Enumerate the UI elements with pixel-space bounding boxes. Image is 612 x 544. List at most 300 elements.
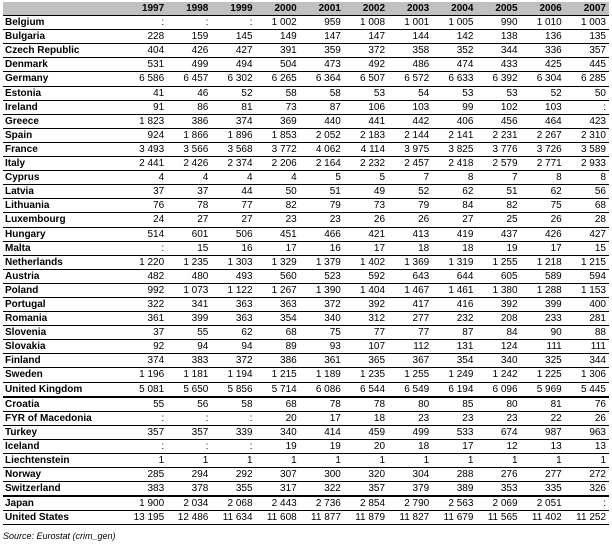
value-cell: 6 285: [565, 72, 609, 86]
value-cell: 84: [432, 199, 476, 213]
value-cell: 354: [432, 354, 476, 368]
country-cell: Hungary: [3, 227, 123, 241]
value-cell: 419: [432, 227, 476, 241]
value-cell: 320: [344, 468, 388, 482]
value-cell: 486: [388, 58, 432, 72]
value-cell: 5 969: [521, 382, 565, 397]
value-cell: 281: [565, 312, 609, 326]
value-cell: 53: [476, 86, 520, 100]
value-cell: :: [123, 439, 167, 453]
value-cell: 92: [123, 340, 167, 354]
value-cell: 340: [300, 312, 344, 326]
value-cell: 445: [565, 58, 609, 72]
year-header: 2001: [300, 2, 344, 16]
value-cell: 87: [432, 326, 476, 340]
value-cell: 433: [476, 58, 520, 72]
value-cell: 1 194: [211, 368, 255, 382]
value-cell: 2 051: [521, 496, 565, 511]
country-cell: Malta: [3, 241, 123, 255]
value-cell: 2 231: [476, 128, 520, 142]
value-cell: 1: [256, 454, 300, 468]
value-cell: 208: [476, 312, 520, 326]
value-cell: 135: [565, 30, 609, 44]
value-cell: 78: [344, 397, 388, 412]
table-row: [3, 128, 609, 142]
table-row: [3, 354, 609, 368]
value-cell: 339: [211, 425, 255, 439]
value-cell: 6 572: [388, 72, 432, 86]
value-cell: 494: [211, 58, 255, 72]
country-cell: Netherlands: [3, 255, 123, 269]
value-cell: 1 249: [432, 368, 476, 382]
value-cell: :: [167, 16, 211, 30]
value-cell: 103: [388, 100, 432, 114]
value-cell: 13: [565, 439, 609, 453]
value-cell: 75: [300, 326, 344, 340]
value-cell: 322: [300, 482, 344, 497]
value-cell: 62: [521, 185, 565, 199]
value-cell: 322: [123, 297, 167, 311]
table-row: [3, 511, 609, 525]
value-cell: 4: [256, 171, 300, 185]
value-cell: 17: [256, 241, 300, 255]
value-cell: 2 426: [167, 157, 211, 171]
value-cell: 107: [344, 340, 388, 354]
value-cell: 17: [432, 439, 476, 453]
value-cell: 54: [388, 86, 432, 100]
country-cell: France: [3, 142, 123, 156]
value-cell: 8: [521, 171, 565, 185]
value-cell: 363: [211, 312, 255, 326]
value-cell: 26: [344, 213, 388, 227]
value-cell: 437: [476, 227, 520, 241]
value-cell: 5: [300, 171, 344, 185]
value-cell: 1 288: [521, 283, 565, 297]
value-cell: 11 608: [256, 511, 300, 525]
table-row: [3, 454, 609, 468]
value-cell: 307: [256, 468, 300, 482]
value-cell: 144: [388, 30, 432, 44]
value-cell: 1 153: [565, 283, 609, 297]
value-cell: 12 486: [167, 511, 211, 525]
value-cell: 277: [388, 312, 432, 326]
value-cell: 294: [167, 468, 211, 482]
value-cell: 990: [476, 16, 520, 30]
value-cell: 20: [256, 411, 300, 425]
value-cell: 77: [388, 326, 432, 340]
value-cell: 6 586: [123, 72, 167, 86]
value-cell: 533: [432, 425, 476, 439]
value-cell: 1 853: [256, 128, 300, 142]
value-cell: 56: [167, 397, 211, 412]
value-cell: 23: [476, 411, 520, 425]
value-cell: 26: [521, 213, 565, 227]
value-cell: 76: [123, 199, 167, 213]
value-cell: 159: [167, 30, 211, 44]
value-cell: 2 418: [432, 157, 476, 171]
value-cell: 124: [476, 340, 520, 354]
value-cell: 344: [476, 44, 520, 58]
value-cell: 228: [123, 30, 167, 44]
value-cell: 78: [300, 397, 344, 412]
value-cell: 22: [521, 411, 565, 425]
value-cell: 1 073: [167, 283, 211, 297]
table-row: [3, 439, 609, 453]
value-cell: 924: [123, 128, 167, 142]
value-cell: 456: [476, 114, 520, 128]
value-cell: 492: [344, 58, 388, 72]
value-cell: 52: [388, 185, 432, 199]
value-cell: 13 195: [123, 511, 167, 525]
value-cell: 1 005: [432, 16, 476, 30]
value-cell: 89: [256, 340, 300, 354]
value-cell: 440: [300, 114, 344, 128]
value-cell: 404: [123, 44, 167, 58]
year-header: 2007: [565, 2, 609, 16]
value-cell: 2 736: [300, 496, 344, 511]
value-cell: 4: [123, 171, 167, 185]
value-cell: 399: [521, 297, 565, 311]
value-cell: 992: [123, 283, 167, 297]
value-cell: 372: [344, 44, 388, 58]
country-cell: Slovenia: [3, 326, 123, 340]
country-cell: Czech Republic: [3, 44, 123, 58]
value-cell: 23: [432, 411, 476, 425]
value-cell: 1 255: [476, 255, 520, 269]
value-cell: 1 404: [344, 283, 388, 297]
value-cell: 355: [211, 482, 255, 497]
value-cell: 361: [300, 354, 344, 368]
value-cell: 79: [300, 199, 344, 213]
value-cell: 1 369: [388, 255, 432, 269]
value-cell: 58: [211, 397, 255, 412]
table-row: [3, 411, 609, 425]
value-cell: 1 329: [256, 255, 300, 269]
year-header: 1999: [211, 2, 255, 16]
country-cell: Denmark: [3, 58, 123, 72]
value-cell: 592: [344, 269, 388, 283]
country-cell: Cyprus: [3, 171, 123, 185]
value-cell: 8: [432, 171, 476, 185]
country-cell: Switzerland: [3, 482, 123, 497]
value-cell: 106: [344, 100, 388, 114]
country-cell: Latvia: [3, 185, 123, 199]
table-row: [3, 213, 609, 227]
value-cell: 7: [476, 171, 520, 185]
country-cell: Lithuania: [3, 199, 123, 213]
value-cell: 464: [521, 114, 565, 128]
value-cell: 344: [565, 354, 609, 368]
table-row: [3, 269, 609, 283]
value-cell: 357: [167, 425, 211, 439]
value-cell: 1 402: [344, 255, 388, 269]
value-cell: 112: [388, 340, 432, 354]
value-cell: 417: [388, 297, 432, 311]
value-cell: 300: [300, 468, 344, 482]
value-cell: 41: [123, 86, 167, 100]
value-cell: 425: [521, 58, 565, 72]
value-cell: 1 215: [565, 255, 609, 269]
value-cell: 605: [476, 269, 520, 283]
value-cell: 493: [211, 269, 255, 283]
value-cell: 1 003: [565, 16, 609, 30]
value-cell: 138: [476, 30, 520, 44]
country-cell: United States: [3, 511, 123, 525]
value-cell: 427: [565, 227, 609, 241]
year-header: 2004: [432, 2, 476, 16]
value-cell: 459: [344, 425, 388, 439]
value-cell: 1: [344, 454, 388, 468]
value-cell: 80: [388, 397, 432, 412]
value-cell: 19: [300, 439, 344, 453]
value-cell: 18: [388, 241, 432, 255]
value-cell: 20: [344, 439, 388, 453]
value-cell: 3 776: [476, 142, 520, 156]
country-cell: Iceland: [3, 439, 123, 453]
value-cell: 5: [344, 171, 388, 185]
value-cell: 473: [300, 58, 344, 72]
value-cell: 3 589: [565, 142, 609, 156]
value-cell: 1: [300, 454, 344, 468]
value-cell: 1 267: [256, 283, 300, 297]
value-cell: 80: [476, 397, 520, 412]
value-cell: 1 122: [211, 283, 255, 297]
value-cell: 18: [432, 241, 476, 255]
value-cell: 406: [432, 114, 476, 128]
value-cell: 340: [476, 354, 520, 368]
table-row: [3, 30, 609, 44]
year-header: 2000: [256, 2, 300, 16]
country-cell: Sweden: [3, 368, 123, 382]
value-cell: :: [211, 16, 255, 30]
value-cell: 391: [256, 44, 300, 58]
year-header: 1998: [167, 2, 211, 16]
value-cell: 111: [565, 340, 609, 354]
value-cell: 87: [300, 100, 344, 114]
value-cell: 2 374: [211, 157, 255, 171]
value-cell: 6 392: [476, 72, 520, 86]
value-cell: 335: [521, 482, 565, 497]
value-cell: 354: [256, 312, 300, 326]
value-cell: 427: [211, 44, 255, 58]
value-cell: 386: [167, 114, 211, 128]
value-cell: 2 579: [476, 157, 520, 171]
value-cell: 392: [476, 297, 520, 311]
value-cell: 68: [565, 199, 609, 213]
value-cell: 2 183: [344, 128, 388, 142]
value-cell: 4 114: [344, 142, 388, 156]
value-cell: 18: [388, 439, 432, 453]
value-cell: 44: [211, 185, 255, 199]
table-row: [3, 72, 609, 86]
value-cell: 91: [123, 100, 167, 114]
value-cell: 326: [565, 482, 609, 497]
value-cell: 1 896: [211, 128, 255, 142]
value-cell: 414: [300, 425, 344, 439]
value-cell: 499: [167, 58, 211, 72]
value-cell: 23: [388, 411, 432, 425]
value-cell: 86: [167, 100, 211, 114]
table-row: [3, 199, 609, 213]
value-cell: 53: [344, 86, 388, 100]
value-cell: 1 225: [521, 368, 565, 382]
value-cell: 136: [521, 30, 565, 44]
value-cell: 11 879: [344, 511, 388, 525]
value-cell: 1 220: [123, 255, 167, 269]
country-cell: Liechtenstein: [3, 454, 123, 468]
value-cell: 82: [476, 199, 520, 213]
value-cell: 383: [167, 354, 211, 368]
value-cell: 594: [565, 269, 609, 283]
value-cell: 357: [565, 44, 609, 58]
country-cell: Portugal: [3, 297, 123, 311]
table-row: [3, 171, 609, 185]
value-cell: 2 443: [256, 496, 300, 511]
value-cell: 499: [388, 425, 432, 439]
value-cell: 389: [432, 482, 476, 497]
value-cell: 1: [388, 454, 432, 468]
value-cell: 506: [211, 227, 255, 241]
value-cell: 423: [565, 114, 609, 128]
value-cell: 51: [300, 185, 344, 199]
value-cell: 55: [167, 326, 211, 340]
value-cell: 363: [256, 297, 300, 311]
value-cell: 37: [123, 185, 167, 199]
value-cell: 2 052: [300, 128, 344, 142]
value-cell: 25: [476, 213, 520, 227]
country-cell: Spain: [3, 128, 123, 142]
value-cell: :: [123, 16, 167, 30]
value-cell: 19: [256, 439, 300, 453]
country-cell: Belgium: [3, 16, 123, 30]
value-cell: 26: [565, 411, 609, 425]
value-cell: 79: [388, 199, 432, 213]
value-cell: 56: [565, 185, 609, 199]
value-cell: 11 679: [432, 511, 476, 525]
value-cell: 3 493: [123, 142, 167, 156]
value-cell: 103: [521, 100, 565, 114]
value-cell: 352: [432, 44, 476, 58]
value-cell: 426: [521, 227, 565, 241]
value-cell: 413: [388, 227, 432, 241]
value-cell: 6 302: [211, 72, 255, 86]
value-cell: 16: [211, 241, 255, 255]
value-cell: 367: [388, 354, 432, 368]
value-cell: 392: [344, 297, 388, 311]
value-cell: 1 235: [344, 368, 388, 382]
table-body: [3, 16, 609, 525]
table-row: [3, 283, 609, 297]
value-cell: 68: [256, 397, 300, 412]
value-cell: 26: [388, 213, 432, 227]
country-cell: FYR of Macedonia: [3, 411, 123, 425]
value-cell: 11 252: [565, 511, 609, 525]
value-cell: 11 877: [300, 511, 344, 525]
value-cell: 442: [388, 114, 432, 128]
table-row: [3, 382, 609, 397]
value-cell: :: [565, 100, 609, 114]
value-cell: 2 034: [167, 496, 211, 511]
table-row: [3, 157, 609, 171]
value-cell: 2 141: [432, 128, 476, 142]
value-cell: 1 235: [167, 255, 211, 269]
value-cell: 51: [476, 185, 520, 199]
value-cell: 341: [167, 297, 211, 311]
value-cell: 2 144: [388, 128, 432, 142]
value-cell: 49: [344, 185, 388, 199]
country-cell: Luxembourg: [3, 213, 123, 227]
value-cell: 68: [256, 326, 300, 340]
value-cell: 28: [565, 213, 609, 227]
value-cell: 6 265: [256, 72, 300, 86]
value-cell: 82: [256, 199, 300, 213]
value-cell: 379: [388, 482, 432, 497]
value-cell: 601: [167, 227, 211, 241]
value-cell: 99: [432, 100, 476, 114]
value-cell: 523: [300, 269, 344, 283]
value-cell: 131: [432, 340, 476, 354]
value-cell: 277: [521, 468, 565, 482]
value-cell: 5 856: [211, 382, 255, 397]
value-cell: 272: [565, 468, 609, 482]
value-cell: 58: [300, 86, 344, 100]
table-row: [3, 241, 609, 255]
value-cell: 1 008: [344, 16, 388, 30]
value-cell: 1: [211, 454, 255, 468]
value-cell: 1 319: [432, 255, 476, 269]
value-cell: 466: [300, 227, 344, 241]
value-cell: 15: [565, 241, 609, 255]
value-cell: 27: [211, 213, 255, 227]
table-row: [3, 58, 609, 72]
value-cell: 84: [476, 326, 520, 340]
value-cell: 149: [256, 30, 300, 44]
value-cell: 1 380: [476, 283, 520, 297]
value-cell: 2 563: [432, 496, 476, 511]
value-cell: 1 379: [300, 255, 344, 269]
value-cell: 416: [432, 297, 476, 311]
country-cell: Croatia: [3, 397, 123, 412]
country-cell: Bulgaria: [3, 30, 123, 44]
value-cell: 560: [256, 269, 300, 283]
country-cell: Japan: [3, 496, 123, 511]
country-cell: Italy: [3, 157, 123, 171]
value-cell: 78: [167, 199, 211, 213]
value-cell: 357: [123, 425, 167, 439]
value-cell: 386: [256, 354, 300, 368]
value-cell: 52: [211, 86, 255, 100]
value-cell: 73: [256, 100, 300, 114]
value-cell: 3 726: [521, 142, 565, 156]
table-row: [3, 496, 609, 511]
value-cell: 1: [521, 454, 565, 468]
value-cell: 504: [256, 58, 300, 72]
value-cell: 85: [432, 397, 476, 412]
value-cell: 1: [476, 454, 520, 468]
value-cell: 1 306: [565, 368, 609, 382]
value-cell: 2 441: [123, 157, 167, 171]
value-cell: 317: [256, 482, 300, 497]
value-cell: 16: [300, 241, 344, 255]
value-cell: 2 457: [388, 157, 432, 171]
value-cell: 372: [211, 354, 255, 368]
value-cell: 102: [476, 100, 520, 114]
value-cell: 3 566: [167, 142, 211, 156]
table-row: [3, 16, 609, 30]
value-cell: 987: [521, 425, 565, 439]
country-cell: Romania: [3, 312, 123, 326]
value-cell: :: [211, 439, 255, 453]
